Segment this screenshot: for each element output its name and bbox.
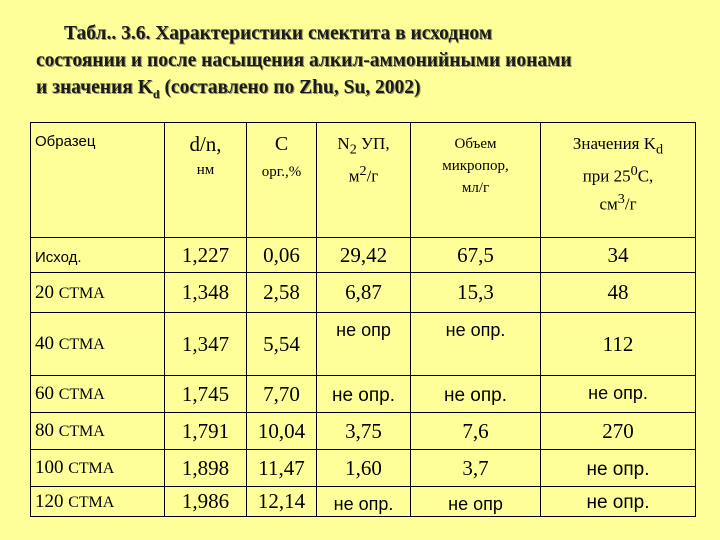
c-cell: 0,06 — [247, 238, 317, 273]
d-cell: 1,348 — [165, 273, 247, 313]
table-title — [36, 20, 706, 108]
sample-cell — [31, 376, 165, 413]
header-kd-temp-unit: C, — [637, 167, 654, 187]
volume-cell — [411, 487, 541, 517]
header-d-label: d/n, — [189, 132, 222, 156]
header-n2-unit-m: м — [348, 167, 360, 187]
header-n2-unit-g: /г — [366, 167, 379, 187]
n2-cell — [317, 487, 411, 517]
c-cell: 2,58 — [247, 273, 317, 313]
c-cell: 10,04 — [247, 413, 317, 450]
kd-value: не опр. — [588, 383, 648, 403]
volume-cell: 15,3 — [411, 273, 541, 313]
table-row — [31, 313, 696, 376]
sample-name: Исход. — [35, 248, 82, 266]
title-line-1: Табл.. 3.6. Характеристики смектита в исходном — [64, 23, 493, 44]
n2-value: не опр. — [331, 384, 396, 406]
header-n2 — [317, 123, 411, 238]
sample-number: 60 — [35, 383, 54, 404]
header-n2-label: УП, — [356, 134, 390, 153]
n2-value: не опр — [336, 320, 391, 340]
header-kd-superscript: 3 — [617, 191, 625, 208]
table-row — [31, 238, 696, 273]
sample-number: 20 — [35, 281, 54, 303]
table-row — [31, 273, 696, 313]
title-line-3-end: (составлено по Zhu, Su, 2002) — [159, 77, 421, 98]
table-row — [31, 376, 696, 413]
table-row — [31, 413, 696, 450]
header-c-label: C — [274, 133, 289, 155]
volume-value: не опр. — [445, 320, 506, 340]
header-c-unit: орг.,% — [261, 164, 302, 180]
header-volume — [411, 123, 541, 238]
c-cell: 12,14 — [247, 487, 317, 517]
header-kd-temp: при 25 — [582, 167, 631, 187]
volume-cell: 3,7 — [411, 450, 541, 487]
kd-value: не опр. — [586, 458, 650, 480]
sample-name: СТМА — [68, 460, 115, 477]
table-row — [31, 487, 696, 517]
volume-cell: 67,5 — [411, 238, 541, 273]
d-cell: 1,227 — [165, 238, 247, 273]
header-kd-label: Значения K — [572, 134, 657, 153]
title-line-2: состоянии и после насыщения алкил-аммонийными ионами — [36, 50, 572, 71]
sample-cell — [31, 487, 165, 517]
d-cell: 1,347 — [165, 313, 247, 376]
header-d — [165, 123, 247, 238]
kd-cell: 112 — [541, 313, 696, 376]
sample-number: 80 — [35, 420, 54, 441]
sample-name: СТМА — [58, 386, 105, 403]
header-kd-subscript: d — [656, 141, 664, 158]
sample-cell — [31, 450, 165, 487]
sample-number: 40 — [35, 333, 54, 354]
d-cell: 1,986 — [165, 487, 247, 517]
n2-cell: 6,87 — [317, 273, 411, 313]
kd-cell: 270 — [541, 413, 696, 450]
sample-number: 100 — [35, 457, 64, 478]
d-cell: 1,791 — [165, 413, 247, 450]
header-kd — [541, 123, 696, 238]
n2-cell: 29,42 — [317, 238, 411, 273]
sample-cell — [31, 413, 165, 450]
c-cell: 5,54 — [247, 313, 317, 376]
volume-cell: 7,6 — [411, 413, 541, 450]
volume-cell — [411, 376, 541, 413]
kd-cell — [541, 450, 696, 487]
title-line-3-start: и значения K — [36, 77, 153, 98]
n2-value: не опр. — [333, 494, 394, 514]
volume-value: не опр — [448, 494, 503, 514]
kd-value: не опр. — [586, 492, 650, 513]
header-n2-superscript: 2 — [359, 163, 367, 180]
kd-cell: 48 — [541, 273, 696, 313]
c-cell: 7,70 — [247, 376, 317, 413]
n2-cell: 3,75 — [317, 413, 411, 450]
header-volume-line-1: Объем — [454, 136, 497, 152]
volume-cell — [411, 313, 541, 376]
title-line-3 — [36, 74, 706, 108]
kd-cell — [541, 487, 696, 517]
c-cell: 11,47 — [247, 450, 317, 487]
header-n2-subscript: 2 — [349, 141, 357, 158]
header-kd-degree: 0 — [630, 163, 638, 180]
d-cell: 1,898 — [165, 450, 247, 487]
smectite-table — [30, 122, 696, 517]
n2-cell: 1,60 — [317, 450, 411, 487]
header-d-unit: нм — [196, 162, 215, 178]
sample-cell — [31, 273, 165, 313]
n2-cell — [317, 313, 411, 376]
sample-name: СТМА — [68, 493, 115, 511]
sample-number: 120 — [35, 490, 64, 512]
sample-cell — [31, 313, 165, 376]
header-kd-unit-cm: см — [599, 194, 618, 214]
sample-name: СТМА — [58, 423, 105, 440]
title-kd-subscript: d — [152, 86, 160, 101]
header-kd-unit-g: /г — [624, 194, 637, 214]
kd-cell — [541, 376, 696, 413]
header-volume-line-3: мл/г — [461, 180, 490, 196]
sample-cell — [31, 238, 165, 273]
header-n2-n: N — [337, 134, 350, 153]
sample-name: СТМА — [58, 336, 105, 353]
header-volume-line-2: микропор, — [442, 158, 509, 174]
d-cell: 1,745 — [165, 376, 247, 413]
header-row — [31, 123, 696, 238]
n2-cell — [317, 376, 411, 413]
volume-value: не опр. — [443, 384, 508, 406]
header-c — [247, 123, 317, 238]
sample-name: СТМА — [58, 284, 105, 302]
table-row — [31, 450, 696, 487]
kd-cell: 34 — [541, 238, 696, 273]
header-sample: Образец — [31, 123, 165, 238]
